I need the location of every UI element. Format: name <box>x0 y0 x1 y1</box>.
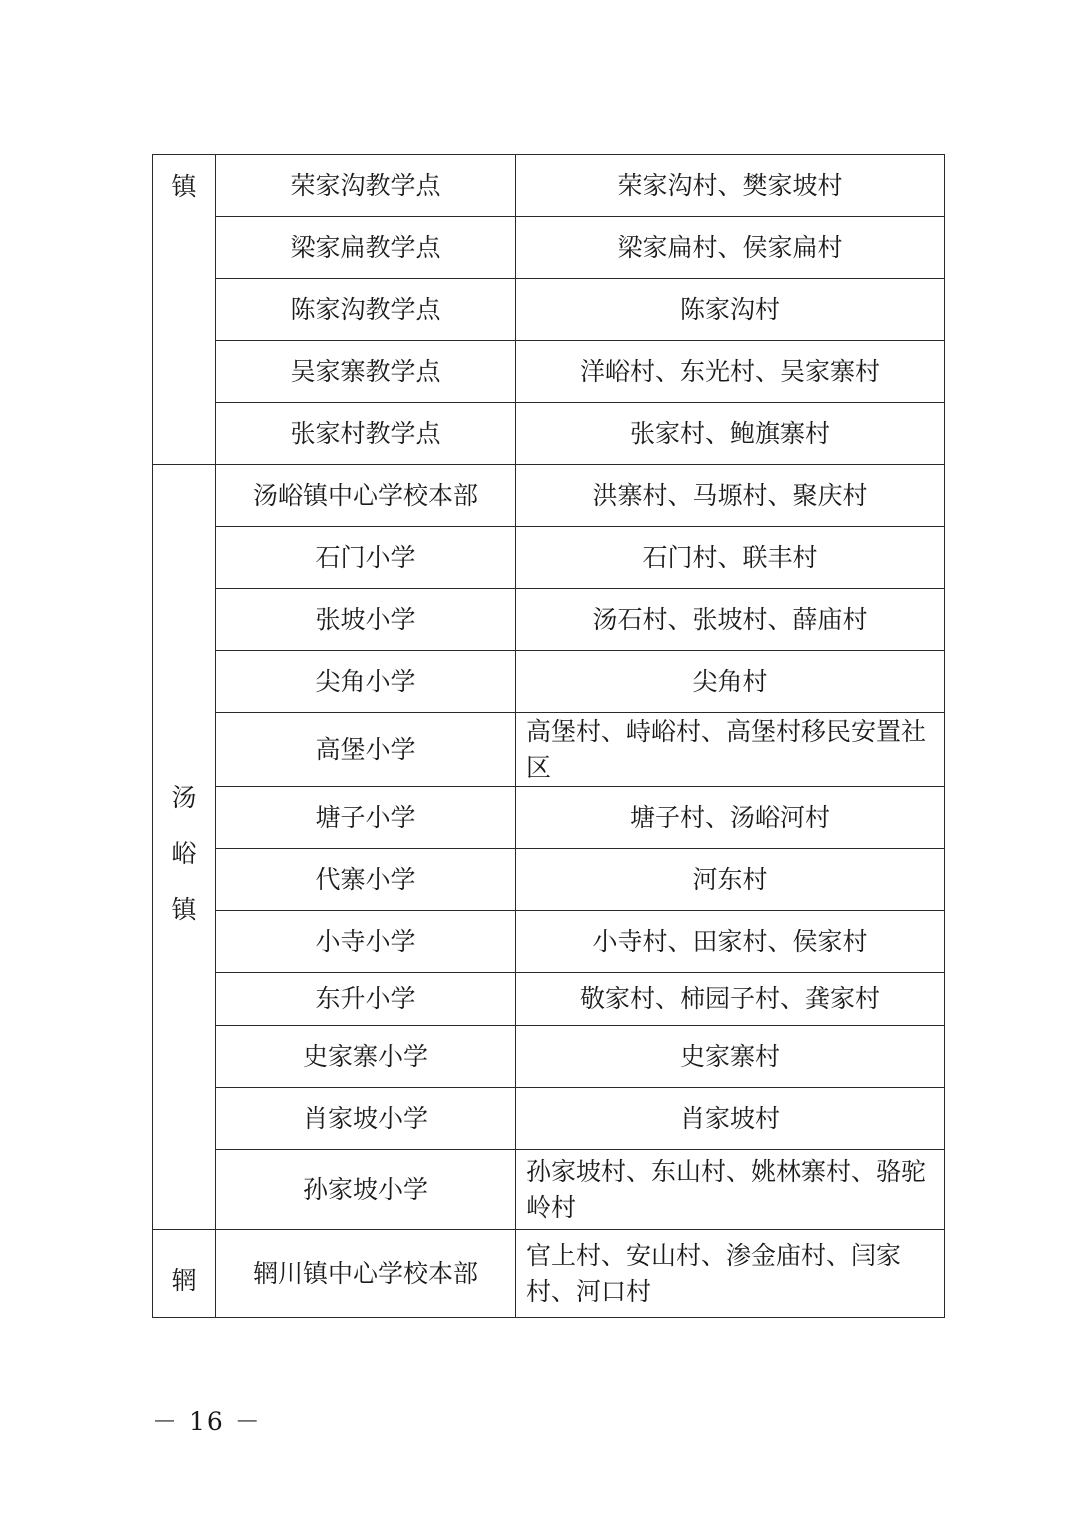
town-name: 辋 <box>171 1265 197 1295</box>
villages-cell: 张家村、鲍旗寨村 <box>516 403 945 465</box>
school-cell: 小寺小学 <box>216 911 516 973</box>
town-cell <box>153 465 216 1230</box>
school-cell: 荣家沟教学点 <box>216 155 516 217</box>
school-cell: 塘子小学 <box>216 787 516 849</box>
school-cell: 梁家扁教学点 <box>216 217 516 279</box>
school-cell: 高堡小学 <box>216 713 516 787</box>
villages-cell: 陈家沟村 <box>516 279 945 341</box>
school-cell: 代寨小学 <box>216 849 516 911</box>
villages-cell: 高堡村、峙峪村、高堡村移民安置社区 <box>516 713 945 787</box>
town-name: 镇 <box>171 172 197 201</box>
villages-cell: 敬家村、柿园子村、龚家村 <box>516 973 945 1026</box>
town-cell <box>153 155 216 465</box>
villages-cell: 荣家沟村、樊家坡村 <box>516 155 945 217</box>
villages-cell: 河东村 <box>516 849 945 911</box>
villages-cell: 史家寨村 <box>516 1026 945 1088</box>
villages-cell: 塘子村、汤峪河村 <box>516 787 945 849</box>
school-cell: 张家村教学点 <box>216 403 516 465</box>
school-cell: 史家寨小学 <box>216 1026 516 1088</box>
villages-cell: 石门村、联丰村 <box>516 527 945 589</box>
school-cell: 尖角小学 <box>216 651 516 713</box>
villages-cell: 洪寨村、马塬村、聚庆村 <box>516 465 945 527</box>
villages-cell: 尖角村 <box>516 651 945 713</box>
school-cell: 辋川镇中心学校本部 <box>216 1230 516 1318</box>
school-cell: 石门小学 <box>216 527 516 589</box>
town-name: 汤峪镇 <box>171 783 197 924</box>
school-cell: 张坡小学 <box>216 589 516 651</box>
school-cell: 陈家沟教学点 <box>216 279 516 341</box>
school-cell: 汤峪镇中心学校本部 <box>216 465 516 527</box>
villages-cell: 小寺村、田家村、侯家村 <box>516 911 945 973</box>
page-number: － 16 － <box>152 1407 262 1436</box>
town-cell <box>153 1230 216 1318</box>
villages-cell: 汤石村、张坡村、薛庙村 <box>516 589 945 651</box>
school-cell: 肖家坡小学 <box>216 1088 516 1150</box>
school-cell: 东升小学 <box>216 973 516 1026</box>
villages-cell: 洋峪村、东光村、吴家寨村 <box>516 341 945 403</box>
school-cell: 吴家寨教学点 <box>216 341 516 403</box>
villages-cell: 梁家扁村、侯家扁村 <box>516 217 945 279</box>
school-cell: 孙家坡小学 <box>216 1150 516 1230</box>
villages-cell: 官上村、安山村、渗金庙村、闫家村、河口村 <box>516 1230 945 1318</box>
school-district-table <box>152 154 945 1318</box>
villages-cell: 肖家坡村 <box>516 1088 945 1150</box>
villages-cell: 孙家坡村、东山村、姚林寨村、骆驼岭村 <box>516 1150 945 1230</box>
